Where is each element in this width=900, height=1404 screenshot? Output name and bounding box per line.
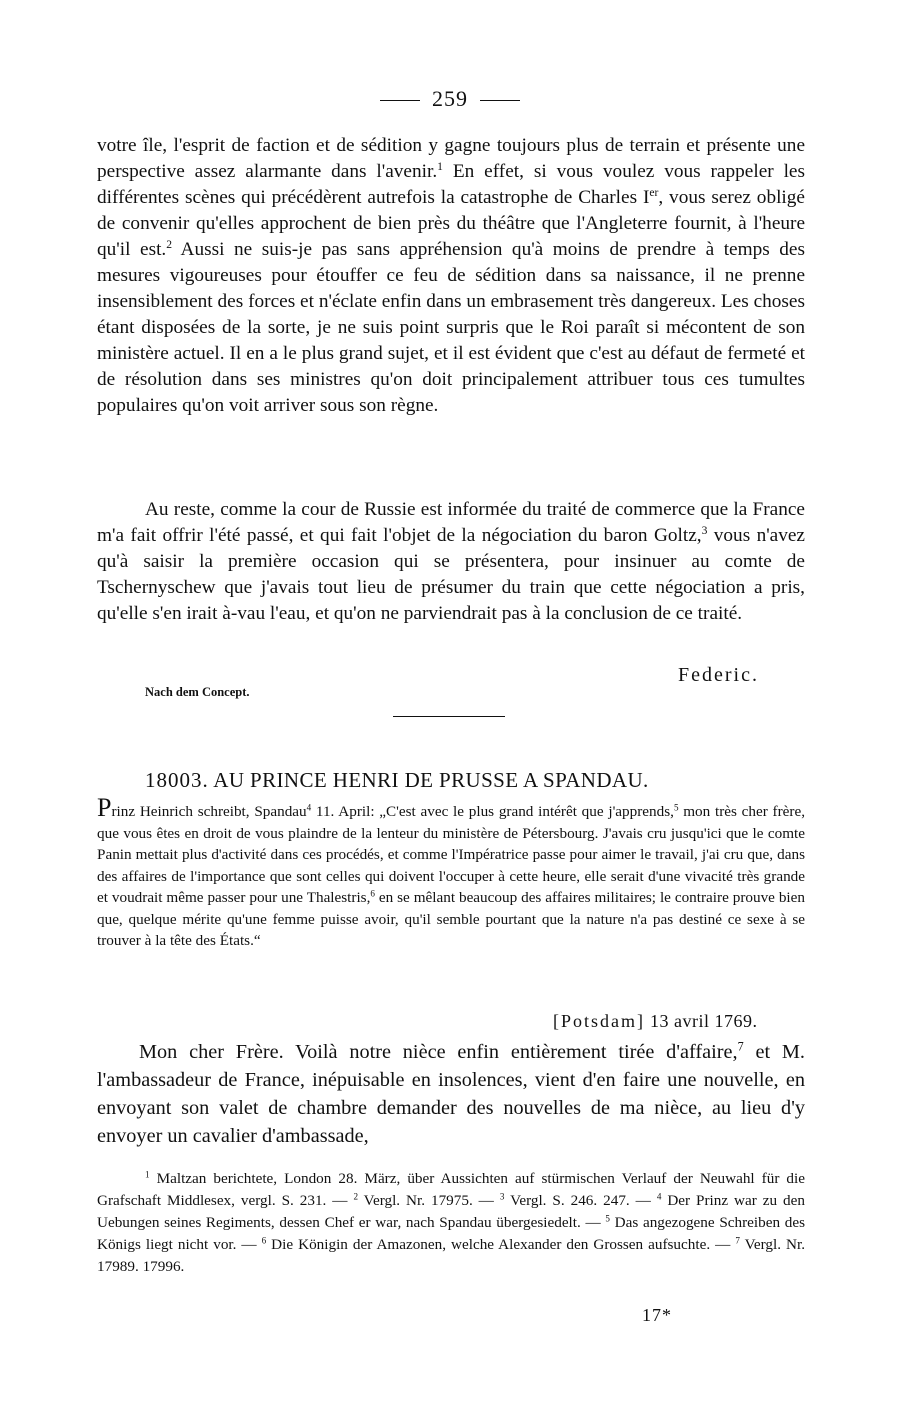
footnote-text: Die Königin der Amazonen, welche Alexander den Grossen aufsuchte. — bbox=[266, 1236, 736, 1253]
letter-title: AU PRINCE HENRI DE PRUSSE A SPANDAU. bbox=[213, 768, 649, 792]
text-run: Aussi ne suis-je pas sans appréhension qu'à moins de prendre à temps des mesures vigoureuses pour étouffer ce feu de sédition dans sa naissance, il ne prenne insensiblement des forces et n'éclate enfin dans un embrasement très dangereux. Les choses étant disposées de la sorte, je ne suis point surpris que le Roi paraît si mécontent de son ministère actuel. Il en a le plus grand sujet, et il est évident que c'est au défaut de fermeté et de résolution dans ses ministres qu'on doit principalement attribuer tous ces tumultes populaires qu'on voit arriver sous son règne. bbox=[97, 239, 805, 416]
footnote-ref: 3 bbox=[701, 524, 708, 538]
footnote-ref: 5 bbox=[673, 802, 679, 813]
text-run: en se mêlant beaucoup des affaires militaires; le contraire prouve bien que, quelque mérite qu'une femme puisse avoir, qu'il semble pourtant que la nature n'a pas destiné ce sexe à se trouver à la tête des États.“ bbox=[97, 889, 805, 949]
footnote-ref: 6 bbox=[370, 888, 375, 899]
footnote-mark: 7 bbox=[735, 1235, 740, 1246]
dateline bbox=[553, 1011, 758, 1032]
letter-summary bbox=[97, 793, 805, 952]
page-number: 259 bbox=[432, 86, 468, 111]
footnote-mark: 3 bbox=[499, 1191, 505, 1202]
footnote-text: Der Prinz war zu den Uebungen seines Regiments, dessen Chef er war, nach Spandau übergesiedelt. — bbox=[97, 1192, 805, 1231]
signature-mark: 17* bbox=[642, 1305, 672, 1325]
footnote-ref: 4 bbox=[306, 802, 312, 813]
letter-heading bbox=[145, 768, 845, 793]
date: 13 avril 1769. bbox=[650, 1011, 758, 1031]
footnote-mark: 2 bbox=[353, 1191, 358, 1202]
text-run: Au reste, comme la cour de Russie est informée du traité de commerce que la France m'a fait offrir l'été passé, et qui fait l'objet de la négociation du baron Goltz, bbox=[97, 499, 805, 546]
text-run: 11. April: „C'est avec le plus grand intérêt que j'apprends, bbox=[311, 803, 674, 820]
footnote-text: Vergl. Nr. 17975. — bbox=[358, 1192, 500, 1209]
header-dash-right bbox=[480, 100, 520, 101]
page-header bbox=[0, 86, 900, 112]
text-run: vous n'avez qu'à saisir la première occasion qui se présentera, pour insinuer au comte de Tschernyschew que j'avais tout lieu de présumer du train que cette négociation a pris, qu'elle s'en irait à-vau l'eau, et qu'on ne parviendrait pas à la conclusion de ce traité. bbox=[97, 525, 805, 624]
footnote-text: Maltzan berichtete, London 28. März, über Aussichten auf stürmischen Verlauf der Neuwahl für die Grafschaft Middlesex, vergl. S. 231. — bbox=[97, 1170, 805, 1209]
footnote-ref: 2 bbox=[166, 238, 173, 252]
text-run: votre île, l'esprit de faction et de sédition y gagne toujours plus de terrain et présente une perspective assez alarmante dans l'avenir. bbox=[97, 135, 805, 182]
footnote-mark: 4 bbox=[656, 1191, 662, 1202]
text-run: rinz Heinrich schreibt, Spandau bbox=[111, 803, 307, 820]
footnote-mark: 5 bbox=[605, 1213, 610, 1224]
signature: Federic. bbox=[678, 664, 759, 686]
letter-number: 18003. bbox=[145, 768, 209, 792]
drop-cap: P bbox=[97, 793, 112, 822]
text-run: Mon cher Frère. Voilà notre nièce enfin entièrement tirée d'affaire, bbox=[139, 1041, 738, 1063]
footnote-ref: 1 bbox=[437, 160, 443, 174]
text-run: mon très cher frère, que vous êtes en droit de vous plaindre de la lenteur du ministère de Pétersbourg. J'avais cru jusqu'ici que le comte Panin mettait plus d'activité dans ces procédés, et comme l'Impératrice passe pour aimer le travail, j'ai cru que, dans des affaires de l'importance que sont celles qui doivent l'occuper à cette heure, elle serait d'une vivacité très grande et voudrait même passer pour une Thalestris, bbox=[97, 803, 805, 906]
footnote-mark: 6 bbox=[261, 1235, 267, 1246]
footnotes bbox=[97, 1168, 805, 1278]
text-run: et M. l'ambassadeur de France, inépuisable en insolences, vient d'en faire une nouvelle, en envoyant son valet de chambre demander des nouvelles de ma nièce, au lieu d'y envoyer un cavalier d'ambassade, bbox=[97, 1041, 805, 1147]
footnote-text: Vergl. Nr. 17989. 17996. bbox=[97, 1236, 805, 1275]
source-note: Nach dem Concept. bbox=[145, 685, 250, 699]
footnote-text: Vergl. S. 246. 247. — bbox=[504, 1192, 657, 1209]
text-run: En effet, si vous voulez vous rappeler les différentes scènes qui précédèrent autrefois la catastrophe de Charles I bbox=[97, 161, 805, 208]
footnote-text: Das angezogene Schreiben des Königs liegt nicht vor. — bbox=[97, 1214, 805, 1253]
footnote-ref: 7 bbox=[737, 1039, 744, 1054]
footnote-mark: 1 bbox=[145, 1169, 150, 1180]
date-place: [Potsdam] bbox=[553, 1011, 645, 1031]
header-dash-left bbox=[380, 100, 420, 101]
letter-body bbox=[97, 1038, 805, 1150]
text-run: , vous serez obligé de convenir qu'elles approchent de bien près du théâtre que l'Angleterre fournit, à l'heure qu'il est. bbox=[97, 187, 805, 260]
separator-rule bbox=[393, 716, 505, 717]
paragraph-1 bbox=[97, 133, 805, 419]
paragraph-2 bbox=[97, 497, 805, 627]
superscript: er bbox=[649, 186, 659, 200]
